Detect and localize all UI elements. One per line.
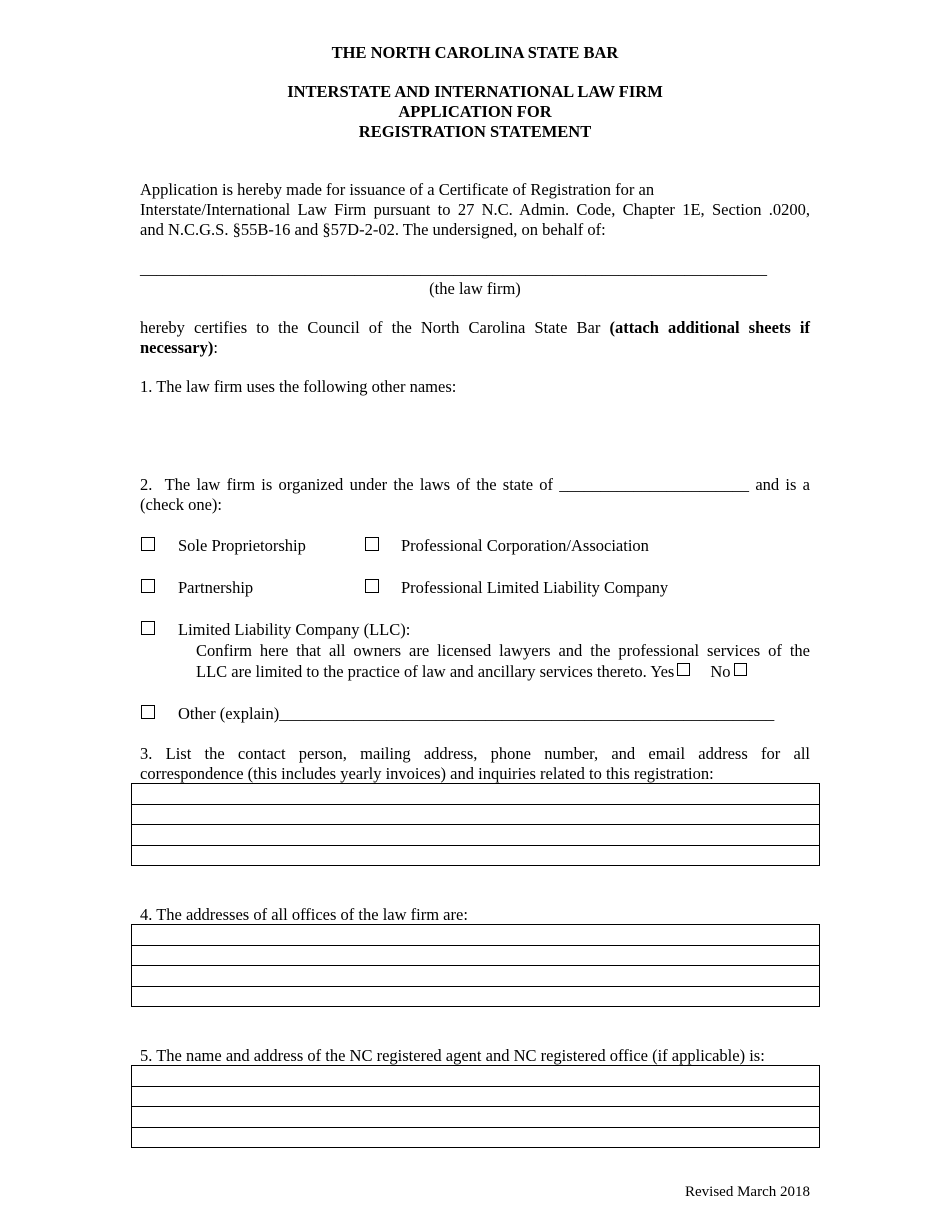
registered-agent-row[interactable]	[132, 1087, 819, 1108]
office-addresses-table	[131, 924, 820, 1007]
law-firm-name-field[interactable]: ____________________________________________________________________________	[140, 259, 767, 278]
professional-corporation-label: Professional Corporation/Association	[401, 536, 649, 555]
question-2-text-end: and is a	[755, 475, 810, 494]
law-firm-caption: (the law firm)	[429, 279, 521, 298]
question-2-text: 2. The law firm is organized under the laws of the state of	[140, 475, 554, 494]
question-2-line-1	[140, 475, 810, 495]
office-address-row[interactable]	[132, 966, 819, 987]
org-title: THE NORTH CAROLINA STATE BAR	[331, 43, 619, 62]
other-text: Other (explain)	[178, 704, 280, 723]
intro-line-2: Interstate/International Law Firm pursuant to 27 N.C. Admin. Code, Chapter 1E, Section .0200,	[140, 200, 810, 219]
question-5: 5. The name and address of the NC registered agent and NC registered office (if applicable) is:	[140, 1046, 765, 1065]
llc-checkbox[interactable]	[141, 621, 155, 635]
partnership-checkbox[interactable]	[141, 579, 155, 593]
certify-line-2	[140, 338, 810, 358]
sole-proprietorship-checkbox[interactable]	[141, 537, 155, 551]
llc-label: Limited Liability Company (LLC):	[178, 620, 411, 639]
contact-info-row[interactable]	[132, 784, 819, 805]
office-address-row[interactable]	[132, 987, 819, 1007]
registered-agent-table	[131, 1065, 820, 1148]
other-explain-field[interactable]: ____________________________________________________________	[279, 704, 775, 723]
other-label	[178, 704, 774, 724]
question-2-line-2: (check one):	[140, 495, 222, 514]
llc-no-label: No	[710, 662, 731, 681]
llc-confirmation	[196, 640, 810, 682]
office-address-row[interactable]	[132, 946, 819, 967]
other-checkbox[interactable]	[141, 705, 155, 719]
llc-yes-checkbox[interactable]	[677, 663, 690, 676]
sole-proprietorship-label: Sole Proprietorship	[178, 536, 306, 555]
contact-info-row[interactable]	[132, 846, 819, 866]
certify-colon: :	[213, 338, 218, 357]
question-1: 1. The law firm uses the following other names:	[140, 377, 457, 396]
llc-confirm-yes-text: LLC are limited to the practice of law and ancillary services thereto. Yes	[196, 662, 675, 681]
partnership-label: Partnership	[178, 578, 254, 597]
question-2	[140, 475, 810, 515]
question-3-line-1: 3. List the contact person, mailing address, phone number, and email address for all	[140, 744, 810, 763]
office-address-row[interactable]	[132, 925, 819, 946]
pllc-label: Professional Limited Liability Company	[401, 578, 669, 597]
registered-agent-row[interactable]	[132, 1128, 819, 1148]
question-4: 4. The addresses of all offices of the law firm are:	[140, 905, 468, 924]
question-3-line-2: correspondence (this includes yearly invoices) and inquiries related to this registration:	[140, 764, 714, 783]
registered-agent-row[interactable]	[132, 1066, 819, 1087]
certify-bold-note-end: necessary)	[140, 338, 214, 357]
certify-paragraph	[140, 318, 810, 358]
pllc-checkbox[interactable]	[365, 579, 379, 593]
professional-corporation-checkbox[interactable]	[365, 537, 379, 551]
state-of-organization-field[interactable]: _______________________	[559, 475, 750, 494]
form-title-line3: REGISTRATION STATEMENT	[358, 122, 592, 141]
question-3	[140, 744, 810, 784]
llc-confirm-line-1: Confirm here that all owners are licensed lawyers and the professional services of the	[196, 641, 810, 660]
intro-paragraph	[140, 180, 810, 240]
llc-no-checkbox[interactable]	[734, 663, 747, 676]
certify-line-1	[140, 318, 810, 338]
form-title-line1: INTERSTATE AND INTERNATIONAL LAW FIRM	[287, 82, 663, 101]
intro-line-3: and N.C.G.S. §55B-16 and §57D-2-02. The undersigned, on behalf of:	[140, 220, 606, 239]
registered-agent-row[interactable]	[132, 1107, 819, 1128]
certify-text: hereby certifies to the Council of the North Carolina State Bar	[140, 318, 601, 337]
form-title-line2: APPLICATION FOR	[398, 102, 552, 121]
contact-info-table	[131, 783, 820, 866]
llc-confirm-line-2	[196, 661, 810, 682]
contact-info-row[interactable]	[132, 825, 819, 846]
certify-bold-note: (attach additional sheets if	[609, 318, 811, 337]
intro-line-1: Application is hereby made for issuance of a Certificate of Registration for an	[140, 180, 655, 199]
contact-info-row[interactable]	[132, 805, 819, 826]
revision-date: Revised March 2018	[685, 1184, 810, 1200]
